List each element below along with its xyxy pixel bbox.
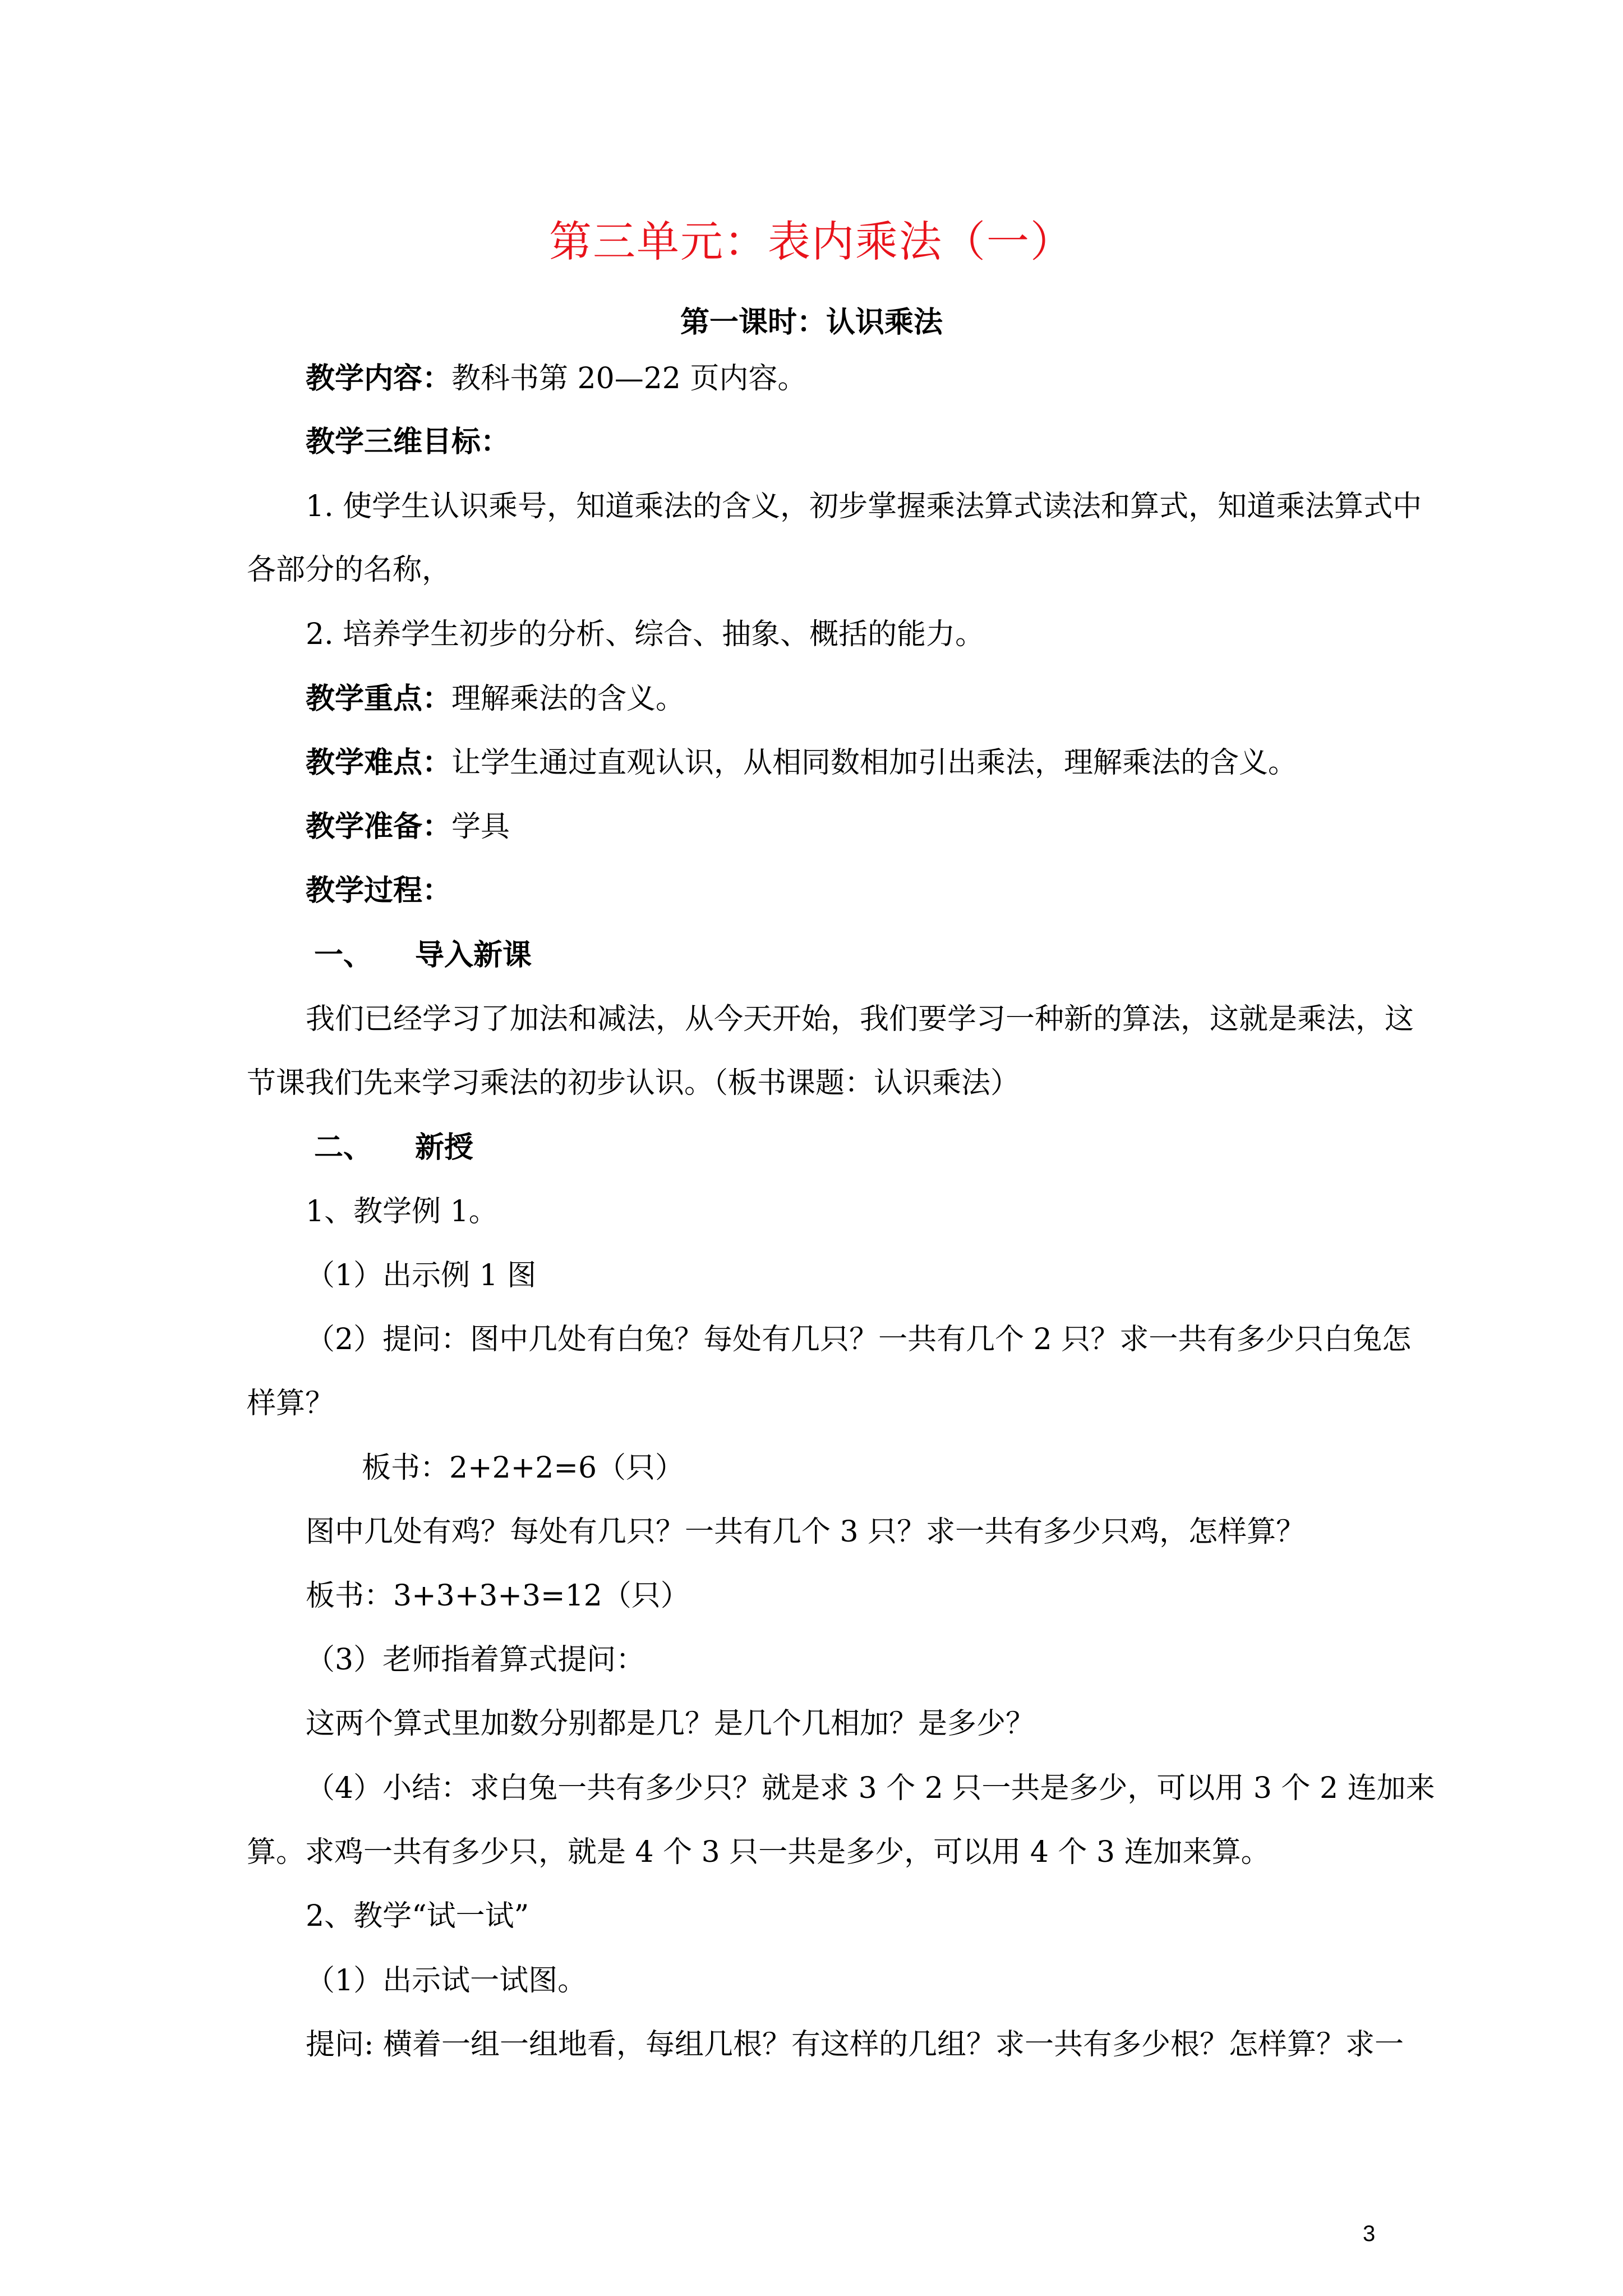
lesson-subtitle: 第一课时：认识乘法 — [680, 305, 943, 339]
paragraph-chickens: 图中几处有鸡？每处有几只？一共有几个 3 只？求一共有多少只鸡，怎样算？ — [306, 1515, 1306, 1549]
intro-line-a: 我们已经学习了加法和减法，从今天开始，我们要学习一种新的算法，这就是乘法，这 — [306, 1002, 1414, 1036]
page-number: 3 — [1363, 2221, 1376, 2246]
section2-title: 新授 — [415, 1130, 474, 1165]
content-value: 教科书第 20—22 页内容。 — [451, 362, 807, 395]
paragraph-addends: 这两个算式里加数分别都是几？是几个几相加？是多少？ — [306, 1707, 1035, 1741]
paragraph-example1: 1、教学例 1。 — [306, 1195, 498, 1228]
page-title: 第三单元：表内乘法（一） — [549, 217, 1074, 266]
difficulty-label: 教学难点： — [306, 746, 452, 780]
prep-value: 学具 — [451, 810, 510, 844]
paragraph-show-figure: （1）出示例 1 图 — [306, 1259, 537, 1292]
difficulty-value: 让学生通过直观认识，从相同数相加引出乘法，理解乘法的含义。 — [451, 746, 1298, 780]
paragraph-summary-b: 算。求鸡一共有多少只，就是 4 个 3 只一共是多少，可以用 4 个 3 连加来算。 — [247, 1835, 1270, 1869]
paragraph-question-a: （2）提问：图中几处有白兔？每处有几只？一共有几个 2 只？求一共有多少只白兔怎 — [306, 1323, 1412, 1356]
section1-title: 导入新课 — [415, 938, 532, 972]
key-label: 教学重点： — [306, 682, 452, 716]
content-label: 教学内容： — [306, 361, 452, 395]
content-line — [306, 361, 806, 396]
paragraph-teacher-question: （3）老师指着算式提问： — [306, 1643, 645, 1677]
goals-label: 教学三维目标： — [306, 425, 510, 459]
key-value: 理解乘法的含义。 — [451, 682, 685, 716]
prep-label: 教学准备： — [306, 809, 452, 844]
board-chickens: 板书：3+3+3+3=12（只） — [306, 1579, 690, 1613]
paragraph-question-b: 样算？ — [247, 1387, 335, 1420]
paragraph-show-try-figure: （1）出示试一试图。 — [306, 1964, 587, 1998]
board-rabbits: 板书：2+2+2=6（只） — [362, 1451, 685, 1485]
goal1-line-b: 各部分的名称， — [247, 553, 451, 587]
prep-line — [306, 809, 510, 844]
paragraph-summary-a: （4）小结：求白兔一共有多少只？就是求 3 个 2 只一共是多少，可以用 3 个 2 连加来 — [306, 1772, 1435, 1805]
paragraph-try-it: 2、教学“试一试” — [306, 1899, 529, 1933]
intro-line-b: 节课我们先来学习乘法的初步认识。（板书课题：认识乘法） — [247, 1066, 1020, 1100]
section2-number: 二、 — [314, 1130, 373, 1165]
difficulty-line — [306, 746, 1297, 780]
goal2-line: 2. 培养学生初步的分析、综合、抽象、概括的能力。 — [306, 618, 985, 651]
paragraph-question-sticks: 提问: 横着一组一组地看，每组几根？有这样的几组？求一共有多少根？怎样算？求一 — [306, 2028, 1404, 2062]
key-line — [306, 682, 685, 716]
process-label: 教学过程： — [306, 873, 452, 908]
section1-number: 一、 — [314, 938, 373, 972]
goal1-line-a: 1. 使学生认识乘号，知道乘法的含义，初步掌握乘法算式读法和算式，知道乘法算式中 — [306, 490, 1422, 523]
